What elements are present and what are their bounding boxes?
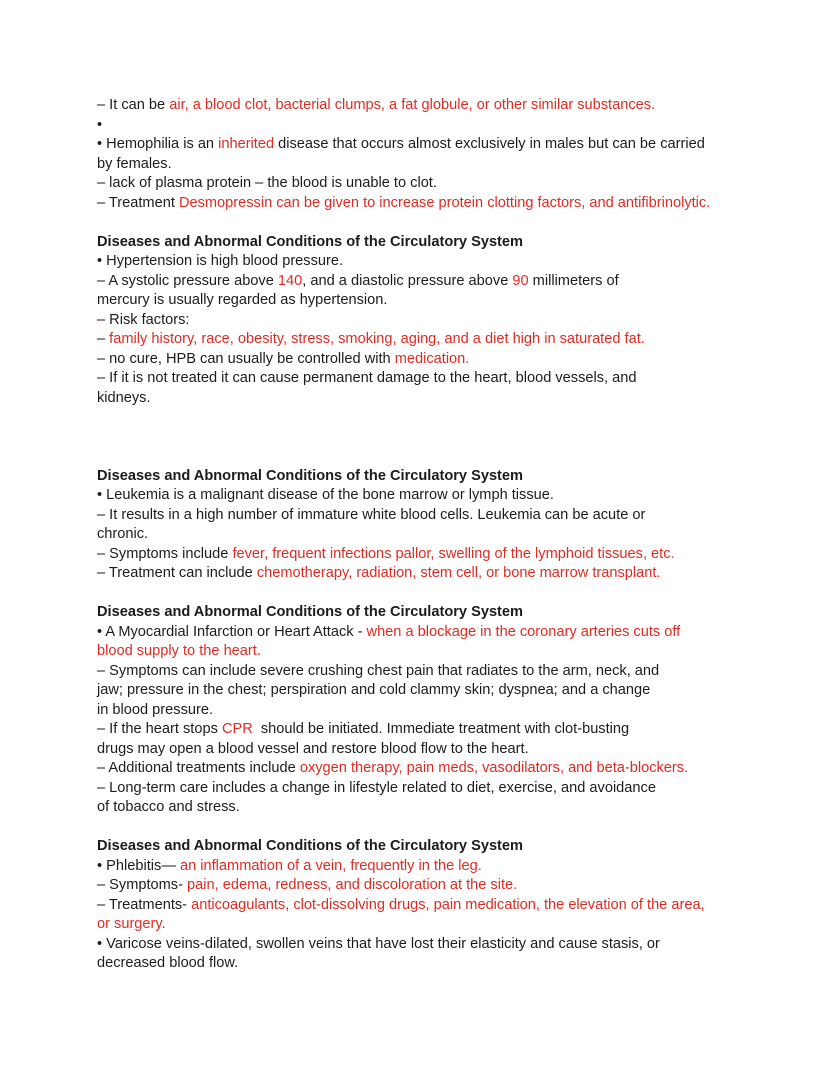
text-segment: Diseases and Abnormal Conditions of the Circulatory System (97, 467, 524, 484)
text-segment: – A systolic pressure above (97, 272, 278, 289)
highlighted-text-segment: pain, edema, redness, and discoloration at the site. (187, 877, 518, 893)
blank-line (97, 428, 828, 448)
highlighted-text-segment: Desmopressin can be given to increase protein clotting factors, and antifibrinolytic. (178, 194, 711, 211)
text-line (97, 311, 828, 331)
text-segment: millimeters of (528, 272, 619, 289)
highlighted-text-segment: 90 (512, 272, 529, 289)
text-line (97, 720, 828, 740)
highlighted-text-segment: anticoagulants, clot-dissolving drugs, pain medication, the elevation of the area, (191, 896, 705, 913)
text-segment: – (97, 331, 110, 347)
text-segment: , and a diastolic pressure above (302, 272, 513, 289)
text-segment: • Hypertension is high blood pressure. (97, 253, 344, 269)
highlighted-text-segment: air, a blood clot, bacterial clumps, a fat globule, or other similar substances. (169, 97, 656, 113)
text-line (97, 623, 828, 643)
text-segment: • A Myocardial Infarction or Heart Attack - (97, 623, 367, 640)
text-segment: • Phlebitis— (97, 857, 180, 874)
text-line (97, 174, 828, 194)
text-line (97, 642, 828, 662)
highlighted-text-segment: fever, frequent infections pallor, swelling of the lymphoid tissues, etc. (232, 545, 675, 562)
text-segment: should be initiated. Immediate treatment with clot-busting (252, 721, 630, 737)
text-line (97, 369, 828, 389)
text-line (97, 389, 828, 409)
text-segment: – If it is not treated it can cause permanent damage to the heart, blood vessels, and (97, 370, 637, 386)
text-segment: • Hemophilia is an (97, 136, 219, 152)
text-segment: – If the heart stops (97, 721, 222, 737)
highlighted-text-segment: or surgery. (97, 916, 166, 932)
text-line (97, 155, 828, 175)
document-text-body (97, 96, 828, 974)
text-line (97, 350, 828, 370)
highlighted-text-segment: 140 (277, 272, 303, 289)
text-segment: • Varicose veins-dilated, swollen veins that have lost their elasticity and cause stasis, or (97, 935, 660, 952)
text-line (97, 194, 828, 214)
text-line (97, 876, 828, 896)
text-line (97, 272, 828, 292)
text-line (97, 935, 828, 955)
text-segment: – Treatments- (97, 896, 192, 913)
section-heading (97, 603, 828, 623)
text-segment: • (97, 116, 103, 133)
text-segment: – Treatment can include (97, 565, 257, 581)
text-line (97, 116, 828, 136)
text-segment: drugs may open a blood vessel and restore blood flow to the heart. (97, 740, 529, 757)
text-segment: disease that occurs almost exclusively in males but can be carried (274, 136, 705, 152)
text-line (97, 759, 828, 779)
text-segment: – It results in a high number of immature white blood cells. Leukemia can be acute or (97, 506, 646, 523)
text-line (97, 896, 828, 916)
text-line (97, 779, 828, 799)
text-line (97, 252, 828, 272)
text-segment: Diseases and Abnormal Conditions of the Circulatory System (97, 838, 524, 854)
blank-line (97, 818, 828, 838)
text-segment: – Risk factors: (97, 311, 190, 328)
text-segment: – Additional treatments include (97, 760, 300, 776)
blank-line (97, 408, 828, 428)
highlighted-text-segment: inherited (218, 136, 275, 152)
text-line (97, 662, 828, 682)
text-segment: – Symptoms include (97, 545, 233, 562)
text-segment: chronic. (97, 526, 149, 542)
text-segment: Diseases and Abnormal Conditions of the Circulatory System (97, 604, 524, 620)
text-line (97, 291, 828, 311)
section-heading (97, 233, 828, 253)
text-line (97, 545, 828, 565)
text-line (97, 486, 828, 506)
text-segment: – no cure, HPB can usually be controlled with (97, 350, 395, 367)
text-segment: • Leukemia is a malignant disease of the bone marrow or lymph tissue. (97, 487, 554, 503)
text-line (97, 330, 828, 350)
blank-line (97, 447, 828, 467)
highlighted-text-segment: oxygen therapy, pain meds, vasodilators, and beta-blockers. (299, 760, 689, 776)
text-line (97, 701, 828, 721)
text-segment: kidneys. (97, 389, 151, 406)
text-segment: decreased blood flow. (97, 955, 239, 971)
text-segment: Diseases and Abnormal Conditions of the Circulatory System (97, 233, 524, 250)
highlighted-text-segment: medication. (394, 350, 470, 367)
text-line (97, 740, 828, 760)
text-segment: – It can be (97, 97, 170, 113)
text-line (97, 915, 828, 935)
text-segment: – Long-term care includes a change in lifestyle related to diet, exercise, and avoidance (97, 779, 656, 796)
text-line (97, 681, 828, 701)
highlighted-text-segment: blood supply to the heart. (97, 643, 261, 659)
highlighted-text-segment: family history, race, obesity, stress, smoking, aging, and a diet high in saturated fat. (109, 331, 645, 347)
text-segment: – Symptoms- (97, 877, 188, 893)
section-heading (97, 837, 828, 857)
blank-line (97, 584, 828, 604)
text-line (97, 525, 828, 545)
highlighted-text-segment: CPR (221, 721, 253, 737)
text-segment: – Treatment (97, 194, 179, 211)
text-segment: by females. (97, 155, 172, 172)
text-segment: – Symptoms can include severe crushing chest pain that radiates to the arm, neck, and (97, 662, 660, 679)
text-line (97, 135, 828, 155)
text-segment: – lack of plasma protein – the blood is unable to clot. (97, 175, 437, 191)
text-line (97, 96, 828, 116)
highlighted-text-segment: an inflammation of a vein, frequently in the leg. (179, 857, 482, 874)
text-line (97, 798, 828, 818)
blank-line (97, 213, 828, 233)
text-line (97, 954, 828, 974)
text-segment: of tobacco and stress. (97, 799, 240, 815)
highlighted-text-segment: chemotherapy, radiation, stem cell, or bone marrow transplant. (256, 565, 661, 581)
highlighted-text-segment: when a blockage in the coronary arteries cuts off (366, 623, 681, 640)
text-segment: jaw; pressure in the chest; perspiration and cold clammy skin; dyspnea; and a change (97, 682, 651, 698)
section-heading (97, 467, 828, 487)
text-line (97, 564, 828, 584)
text-line (97, 506, 828, 526)
text-line (97, 857, 828, 877)
text-segment: in blood pressure. (97, 701, 214, 718)
text-segment: mercury is usually regarded as hypertension. (97, 292, 388, 308)
